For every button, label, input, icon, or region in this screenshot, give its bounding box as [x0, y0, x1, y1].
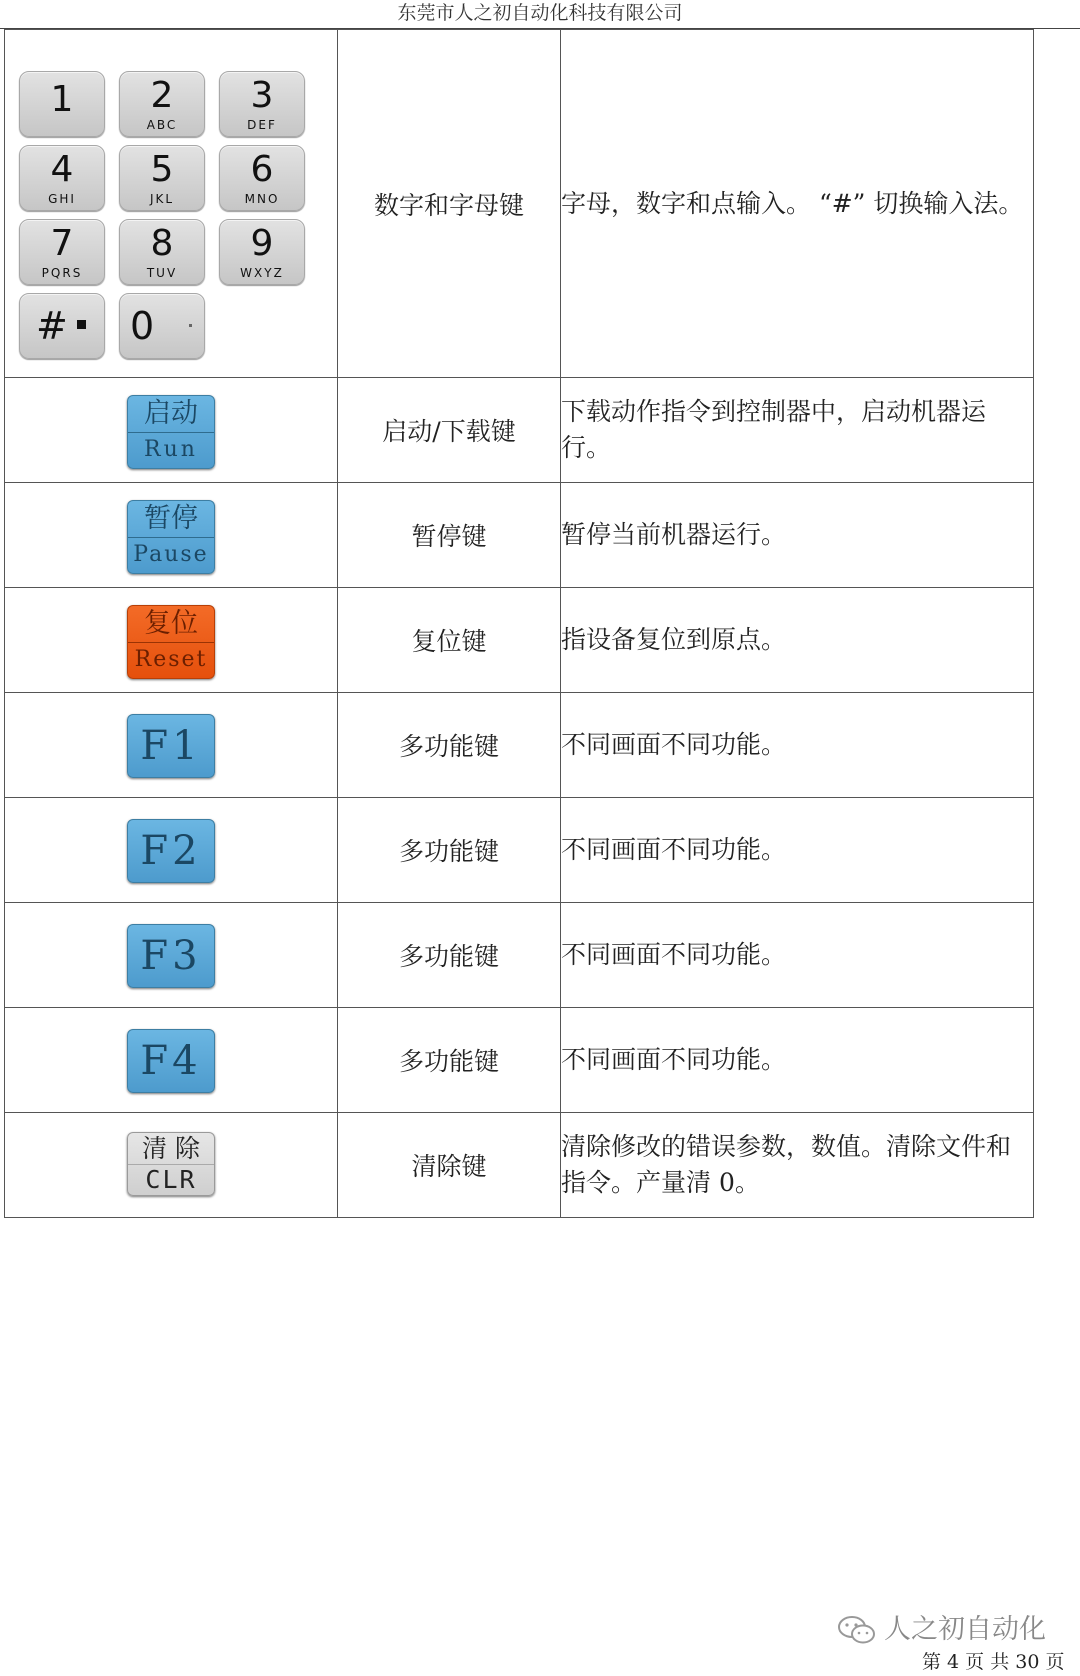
keypad-cell: [5, 30, 338, 378]
key-name: 多功能键: [338, 1008, 561, 1113]
key-digit: 4: [50, 149, 74, 190]
key-9[interactable]: [219, 219, 305, 285]
f3-key[interactable]: [127, 924, 215, 988]
hash-glyph: #: [36, 304, 68, 348]
key-image-cell: [5, 903, 338, 1008]
reset-key[interactable]: [127, 605, 215, 679]
key-letters: ABC: [146, 118, 178, 132]
key-3[interactable]: [219, 71, 305, 137]
pause-key-label-en: Pause: [133, 541, 209, 567]
f4-key-label: F4: [140, 1037, 202, 1084]
key-letters: DEF: [247, 118, 277, 132]
key-description: 字母，数字和点输入。 “#” 切换输入法。: [561, 30, 1034, 378]
wechat-icon: [836, 1614, 878, 1646]
key-letters: MNO: [244, 192, 280, 206]
key-description: 指设备复位到原点。: [561, 588, 1034, 693]
key-4[interactable]: [19, 145, 105, 211]
key-description: 下载动作指令到控制器中，启动机器运行。: [561, 378, 1034, 483]
key-image-cell: [5, 588, 338, 693]
key-digit: 8: [150, 223, 174, 264]
key-name: 多功能键: [338, 903, 561, 1008]
f1-key[interactable]: [127, 714, 215, 778]
key-name: 清除键: [338, 1113, 561, 1218]
key-name: 暂停键: [338, 483, 561, 588]
table-row: [5, 1008, 1034, 1113]
clear-key[interactable]: [127, 1132, 215, 1196]
run-key[interactable]: [127, 395, 215, 469]
space-icon: [189, 324, 192, 327]
reset-key-label-cn: 复位: [144, 607, 198, 639]
table-row: [5, 903, 1034, 1008]
pause-key-label-cn: 暂停: [144, 502, 198, 534]
key-name: 复位键: [338, 588, 561, 693]
key-letters: GHI: [48, 192, 76, 206]
key-7[interactable]: [19, 219, 105, 285]
key-image-cell: [5, 483, 338, 588]
key-function-table: [4, 29, 1034, 1218]
key-image-cell: [5, 693, 338, 798]
key-digit: 9: [250, 223, 274, 264]
key-name: 数字和字母键: [338, 30, 561, 378]
key-letters: TUV: [146, 266, 178, 280]
key-letters: JKL: [149, 192, 175, 206]
watermark-text: 人之初自动化: [884, 1614, 1046, 1645]
f2-key[interactable]: [127, 819, 215, 883]
table-row: [5, 30, 1034, 378]
key-name: 多功能键: [338, 798, 561, 903]
header-title: 东莞市人之初自动化科技有限公司: [397, 2, 683, 24]
key-8[interactable]: [119, 219, 205, 285]
key-letters: WXYZ: [240, 266, 284, 280]
f2-key-label: F2: [140, 827, 202, 874]
key-image-cell: [5, 1008, 338, 1113]
key-2[interactable]: [119, 71, 205, 137]
dot-icon: [77, 320, 86, 329]
key-1[interactable]: [19, 71, 105, 137]
table-row: [5, 378, 1034, 483]
key-description: 暂停当前机器运行。: [561, 483, 1034, 588]
key-description: 清除修改的错误参数，数值。清除文件和指令。产量清 0。: [561, 1113, 1034, 1218]
key-hash[interactable]: [19, 293, 105, 359]
clear-key-label-cn: 清 除: [142, 1133, 200, 1163]
numeric-keypad: [5, 30, 337, 377]
table-row: [5, 588, 1034, 693]
key-name: 多功能键: [338, 693, 561, 798]
f4-key[interactable]: [127, 1029, 215, 1093]
table-row: [5, 483, 1034, 588]
table-row: [5, 1113, 1034, 1218]
f1-key-label: F1: [140, 722, 202, 769]
page-number: 第 4 页 共 30 页: [922, 1651, 1065, 1673]
key-description: 不同画面不同功能。: [561, 693, 1034, 798]
reset-key-label-en: Reset: [134, 646, 208, 672]
key-image-cell: [5, 1113, 338, 1218]
table-row: [5, 798, 1034, 903]
key-image-cell: [5, 378, 338, 483]
key-0[interactable]: [119, 293, 205, 359]
zero-glyph: 0: [130, 304, 155, 348]
key-digit: 6: [250, 149, 274, 190]
key-digit: 2: [150, 75, 174, 116]
key-image-cell: [5, 798, 338, 903]
f3-key-label: F3: [140, 932, 202, 979]
run-key-label-cn: 启动: [144, 397, 198, 429]
key-letters: PQRS: [41, 266, 83, 280]
key-digit: 1: [50, 79, 74, 120]
key-digit: 3: [250, 75, 274, 116]
key-description: 不同画面不同功能。: [561, 798, 1034, 903]
key-digit: 5: [150, 149, 174, 190]
key-name: 启动/下载键: [338, 378, 561, 483]
pause-key[interactable]: [127, 500, 215, 574]
key-description: 不同画面不同功能。: [561, 903, 1034, 1008]
table-row: [5, 693, 1034, 798]
key-6[interactable]: [219, 145, 305, 211]
key-digit: 7: [50, 223, 74, 264]
clear-key-label-en: CLR: [145, 1164, 197, 1194]
key-description: 不同画面不同功能。: [561, 1008, 1034, 1113]
run-key-label-en: Run: [144, 436, 198, 462]
key-5[interactable]: [119, 145, 205, 211]
